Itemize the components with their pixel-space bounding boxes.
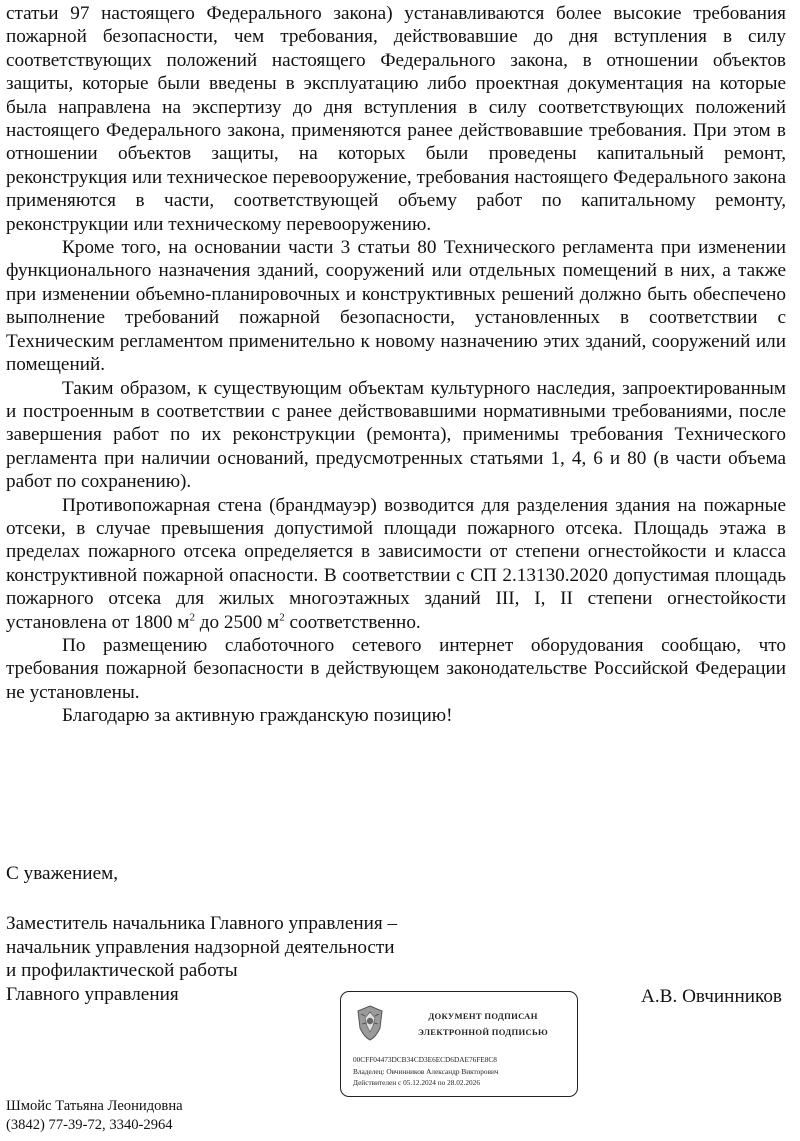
square-meter-superscript: 2 bbox=[279, 611, 285, 624]
paragraph-3: Таким образом, к существующим объектам культурного наследия, запроектированным и построенным в соответствии с ранее действовавшими нормативными требованиями, после завершения работ по их реконструкции (ремонта), применимы требования Технического регламента при наличии оснований, предусмотренных статьями 1, 4, 6 и 80 (в части объема работ по сохранению). bbox=[6, 377, 786, 493]
signer-name: А.В. Овчинников bbox=[641, 986, 782, 1007]
paragraph-6: Благодарю за активную гражданскую позицию! bbox=[62, 705, 453, 727]
paragraph-5: По размещению слаботочного сетевого интернет оборудования сообщаю, что требования пожарной безопасности в действующем законодательстве Российской Федерации не установлены. bbox=[6, 634, 786, 703]
paragraph-1: статьи 97 настоящего Федерального закона) устанавливаются более высокие требования пожарной безопасности, чем требования, действовавшие до дня вступления в силу соответствующих положений настоящего Федерального закона, в отношении объектов защиты, которые были введены в эксплуатацию либо проектная документация на которые была направлена на экспертизу до дня вступления в силу соответствующих положений настоящего Федерального закона, применяются ранее действовавшие требования. При этом в отношении объектов защиты, на которых были проведены капитальный ремонт, реконструкция или техническое перевооружение, требования настоящего Федерального закона применяются в части, соответствующей объему работ по капитальному ремонту, реконструкции или техническому перевооружению. bbox=[6, 3, 786, 235]
executor-name: Шмойс Татьяна Леонидовна bbox=[6, 1098, 183, 1114]
stamp-title bbox=[393, 1008, 573, 1040]
stamp-validity: Действителен с 05.12.2024 по 28.02.2026 bbox=[353, 1078, 480, 1088]
stamp-title-line: ЭЛЕКТРОННОЙ ПОДПИСЬЮ bbox=[418, 1027, 548, 1037]
executor-contact bbox=[6, 1097, 183, 1135]
signer-position-line: и профилактической работы bbox=[6, 960, 238, 982]
stamp-certificate: 00CFF04473DCB34CD3E6ECD6DAE76FE8C8 bbox=[353, 1055, 497, 1064]
executor-phone: (3842) 77-39-72, 3340-2964 bbox=[6, 1117, 173, 1133]
closing-salutation: С уважением, bbox=[6, 863, 119, 884]
signer-position-line: Заместитель начальника Главного управления – bbox=[6, 913, 398, 934]
signer-position bbox=[6, 912, 397, 1006]
paragraph-4-text-a: Противопожарная стена (брандмауэр) возводится для разделения здания на пожарные отсеки, в случае превышения допустимой площади пожарного отсека. Площадь этажа в пределах пожарного отсека определяется в зависимости от степени огнестойкости и класса конструктивной пожарной опасности. В соответствии с СП 2.13130.2020 допустимая площадь пожарного отсека для жилых многоэтажных зданий III, I, II степени огнестойкости установлена от 1800 м bbox=[6, 494, 786, 633]
signer-position-line: Главного управления bbox=[6, 983, 179, 1005]
letter-body bbox=[6, 2, 786, 728]
paragraph-4-text-c: соответственно. bbox=[284, 611, 421, 633]
stamp-title-line: ДОКУМЕНТ ПОДПИСАН bbox=[428, 1011, 538, 1021]
emercom-emblem-icon bbox=[355, 1004, 385, 1042]
paragraph-4 bbox=[6, 494, 786, 634]
electronic-signature-stamp bbox=[340, 991, 578, 1097]
paragraph-4-text-b: до 2500 м bbox=[194, 611, 280, 633]
stamp-owner: Владелец: Овчинников Александр Викторович bbox=[353, 1066, 499, 1076]
stamp-details bbox=[353, 1054, 499, 1089]
square-meter-superscript: 2 bbox=[189, 611, 195, 624]
paragraph-2: Кроме того, на основании части 3 статьи 80 Технического регламента при изменении функционального назначения зданий, сооружений или отдельных помещений в них, а также при изменении объемно-планировочных и конструктивных решений должно быть обеспечено выполнение требований пожарной безопасности, установленных в соответствии с Техническим регламентом применительно к новому назначению этих зданий, сооружений или помещений. bbox=[6, 237, 786, 376]
signer-position-line: начальник управления надзорной деятельности bbox=[6, 936, 395, 958]
